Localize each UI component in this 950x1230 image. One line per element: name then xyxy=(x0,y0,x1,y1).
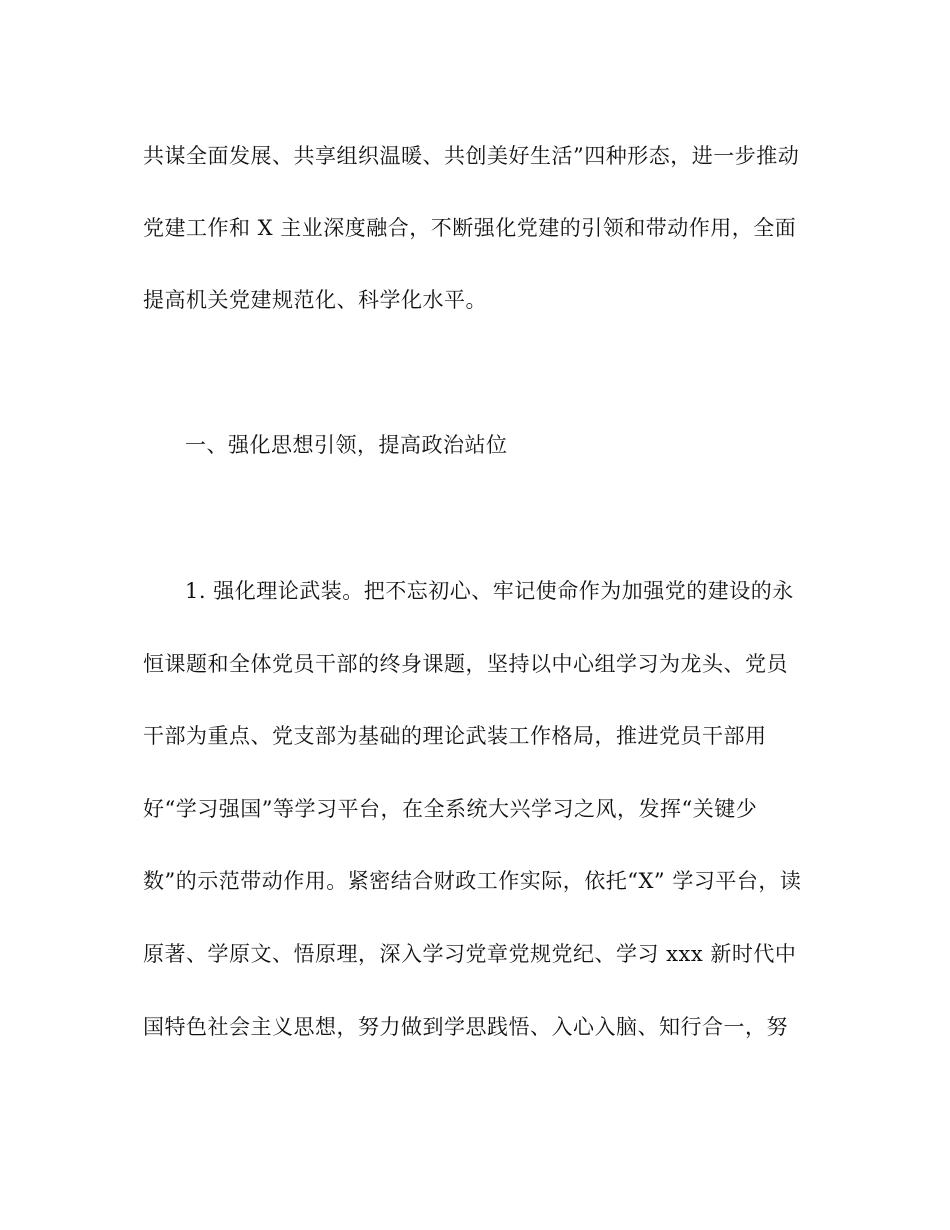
intro-line-3: 提高机关党建规范化、科学化水平。 xyxy=(143,288,487,312)
paragraph-line-3: 干部为重点、党支部为基础的理论武装工作格局，推进党员干部用 xyxy=(143,724,767,748)
paragraph-line-1: 1. 强化理论武装。把不忘初心、牢记使命作为加强党的建设的永 xyxy=(185,579,794,603)
paragraph-line-4: 好“学习强国”等学习平台，在全系统大兴学习之风，发挥“关键少 xyxy=(143,797,758,821)
paragraph-line-6: 原著、学原文、悟原理，深入学习党章党规党纪、学习 xxx 新时代中 xyxy=(143,942,797,966)
intro-line-1: 共谋全面发展、共享组织温暖、共创美好生活”四种形态，进一步推动 xyxy=(143,144,800,168)
paragraph-line-7: 国特色社会主义思想，努力做到学思践悟、入心入脑、知行合一，努 xyxy=(143,1015,788,1039)
paragraph-line-2: 恒课题和全体党员干部的终身课题，坚持以中心组学习为龙头、党员 xyxy=(143,652,788,676)
section-heading: 一、强化思想引领，提高政治站位 xyxy=(185,433,508,457)
intro-line-2: 党建工作和 X 主业深度融合，不断强化党建的引领和带动作用，全面 xyxy=(143,216,797,240)
paragraph-line-5: 数”的示范带动作用。紧密结合财政工作实际，依托“X” 学习平台，读 xyxy=(143,869,802,893)
